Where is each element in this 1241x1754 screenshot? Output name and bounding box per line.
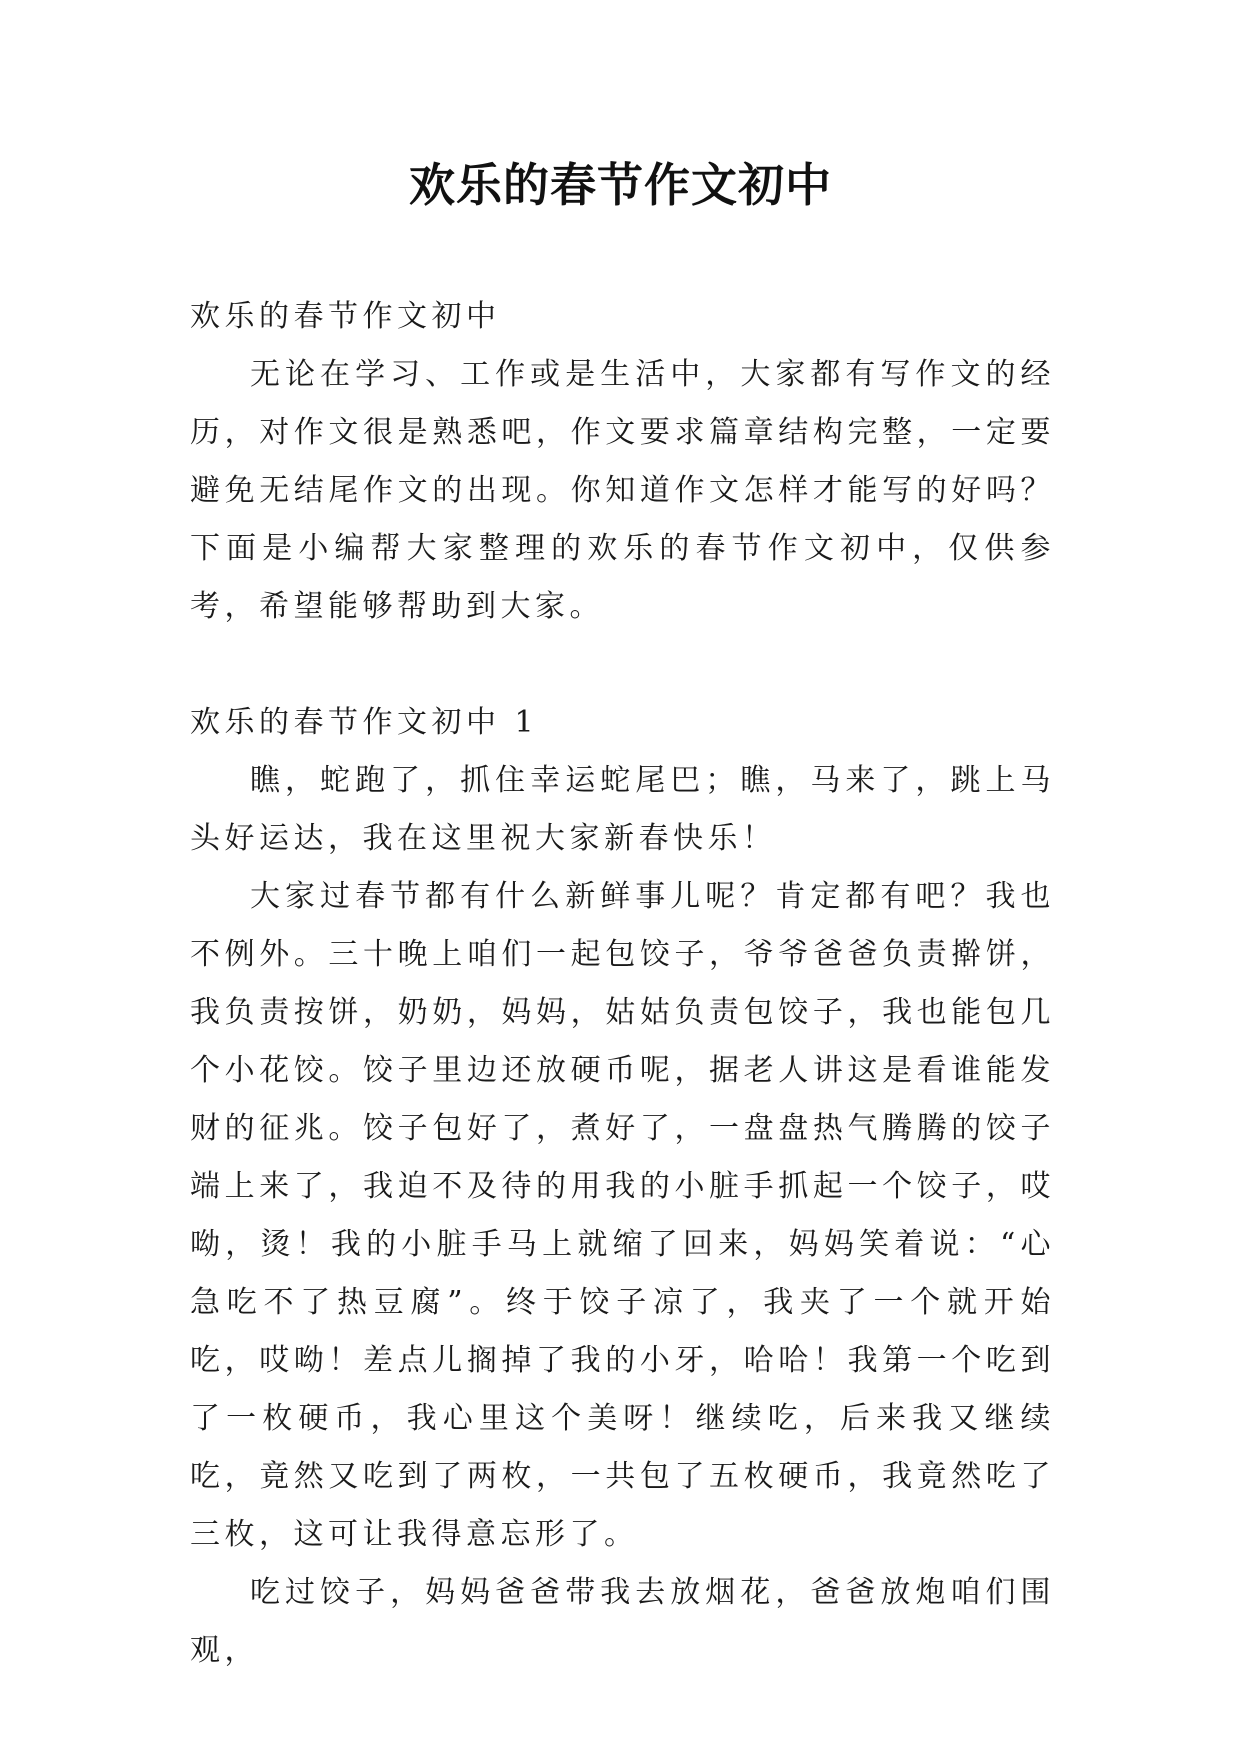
body-paragraph: 吃过饺子，妈妈爸爸带我去放烟花，爸爸放炮咱们围观， xyxy=(190,1575,1055,1668)
body-paragraph: 瞧，蛇跑了，抓住幸运蛇尾巴；瞧，马来了，跳上马头好运达，我在这里祝大家新春快乐！ xyxy=(190,763,1055,856)
document-subtitle: 欢乐的春节作文初中 xyxy=(190,299,501,334)
intro-paragraph: 无论在学习、工作或是生活中，大家都有写作文的经历，对作文很是熟悉吧，作文要求篇章结构完整，一定要避免无结尾作文的出现。你知道作文怎样才能写的好吗？下面是小编帮大家整理的欢乐的春节作文初中，仅供参考，希望能够帮助到大家。 xyxy=(190,357,1055,624)
section-heading: 欢乐的春节作文初中 1 xyxy=(190,705,539,740)
body-paragraph: 大家过春节都有什么新鲜事儿呢？肯定都有吧？我也不例外。三十晚上咱们一起包饺子，爷爷爸爸负责擀饼，我负责按饼，奶奶，妈妈，姑姑负责包饺子，我也能包几个小花饺。饺子里边还放硬币呢，据老人讲这是看谁能发财的征兆。饺子包好了，煮好了，一盘盘热气腾腾的饺子端上来了，我迫不及待的用我的小脏手抓起一个饺子，哎呦，烫！我的小脏手马上就缩了回来，妈妈笑着说：“心急吃不了热豆腐”。终于饺子凉了，我夹了一个就开始吃，哎呦！差点儿搁掉了我的小牙，哈哈！我第一个吃到了一枚硬币，我心里这个美呀！继续吃，后来我又继续吃，竟然又吃到了两枚，一共包了五枚硬币，我竟然吃了三枚，这可让我得意忘形了。 xyxy=(190,879,1055,1552)
document-title: 欢乐的春节作文初中 xyxy=(409,158,832,212)
document-body xyxy=(190,288,1055,1680)
section-spacer xyxy=(190,636,1055,694)
